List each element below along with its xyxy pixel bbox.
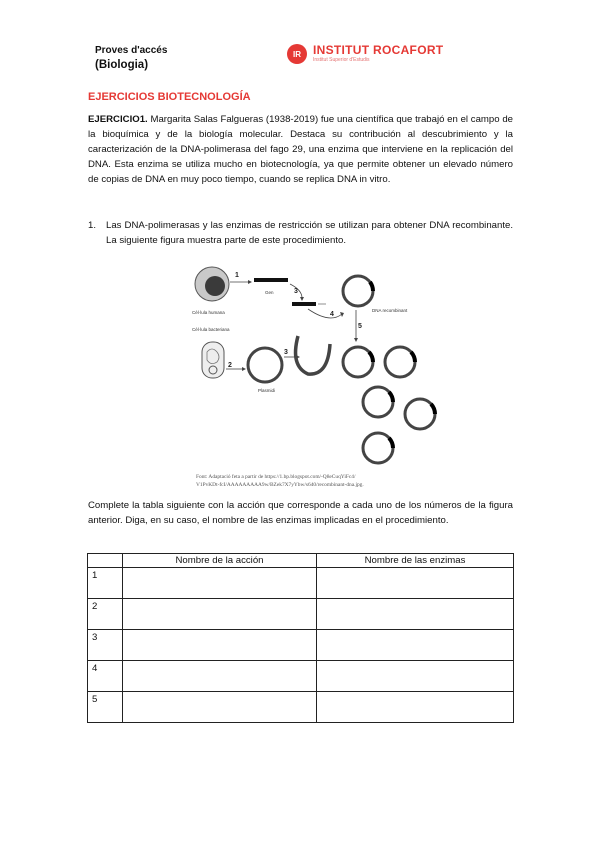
- gene-fragment: [292, 302, 316, 306]
- logo-badge: IR: [287, 44, 307, 64]
- step-4: 4: [330, 311, 334, 318]
- institute-logo: [287, 44, 443, 64]
- open-plasmid: [296, 336, 330, 374]
- table-header-row: [88, 554, 514, 568]
- arrow-2-head: [242, 367, 246, 371]
- table-row: [88, 661, 514, 692]
- row-number: 2: [88, 599, 123, 630]
- table-row: [88, 599, 514, 630]
- recombinant-insert: [370, 282, 373, 291]
- action-cell[interactable]: [123, 599, 317, 630]
- exercise-label: EJERCICIO1.: [88, 114, 148, 125]
- step-3b: 3: [284, 349, 288, 356]
- row-number: 1: [88, 568, 123, 599]
- row-number: 4: [88, 661, 123, 692]
- row-number: 5: [88, 692, 123, 723]
- header-number: [88, 554, 123, 568]
- action-cell[interactable]: [123, 692, 317, 723]
- arrow-3-gene-head: [300, 297, 304, 301]
- intro-paragraph: [88, 112, 513, 187]
- question-1: [88, 218, 513, 248]
- table-row: [88, 568, 514, 599]
- step-5: 5: [358, 323, 362, 330]
- enzymes-cell[interactable]: [317, 692, 514, 723]
- action-cell[interactable]: [123, 661, 317, 692]
- bacterial-cell: [202, 342, 224, 378]
- answer-table: [87, 553, 514, 723]
- header-enzymes: Nombre de las enzimas: [317, 554, 514, 568]
- copy-4: [405, 399, 435, 429]
- copy-3: [363, 387, 393, 417]
- human-cell-nucleus: [205, 276, 225, 296]
- question-text: Las DNA-polimerasas y las enzimas de restricción se utilizan para obtener DNA recombinante. La siguiente figura muestra parte de este procedimiento.: [106, 220, 513, 246]
- table-row: [88, 630, 514, 661]
- gene-segment: [254, 278, 288, 282]
- enzymes-cell[interactable]: [317, 661, 514, 692]
- arrow-4-head: [340, 312, 344, 317]
- step-3a: 3: [294, 288, 298, 295]
- step-2: 2: [228, 362, 232, 369]
- plasmid: [248, 348, 282, 382]
- label-bacterial-cell: Cèl·lula bacteriana: [192, 327, 230, 332]
- enzymes-cell[interactable]: [317, 630, 514, 661]
- table-row: [88, 692, 514, 723]
- enzymes-cell[interactable]: [317, 568, 514, 599]
- question-number: 1.: [88, 220, 97, 231]
- course-header: [95, 43, 167, 73]
- intro-text: Margarita Salas Falgueras (1938-2019) fue una científica que trabajó en el campo de la bioquímica y de la biología molecular. Destaca su contribución al descubrimiento y la caracterización de la DNA-polimerasa del fago 29, una enzima que interviene en la replicación del DNA. Esta enzima se utiliza mucho en biotecnología, ya que permite obtener un elevado número de copias de DNA en muy poco tiempo, cuando se replica DNA in vitro.: [88, 114, 513, 185]
- header-line2: (Biologia): [95, 59, 149, 71]
- row-number: 3: [88, 630, 123, 661]
- label-plasmid: Plasmidi: [258, 388, 276, 393]
- figure-source-2: V1PvKDt-fcI/AAAAAAAAA9w/BZek7X7yYbw/s640/recombinant-dna.jpg.: [196, 482, 364, 488]
- arrow-4: [308, 309, 342, 318]
- figure-source-1: Font: Adaptació feta a partir de https://1.bp.blogspot.com/-Q8eCuqYiFc4/: [196, 474, 356, 480]
- recombinant-dna-figure: [190, 264, 450, 492]
- header-action: Nombre de la acción: [123, 554, 317, 568]
- step-1: 1: [235, 272, 239, 279]
- arrow-1-head: [248, 280, 252, 284]
- action-cell[interactable]: [123, 630, 317, 661]
- label-recombinant: DNA recombinant: [372, 308, 408, 313]
- label-gene: Gen: [265, 290, 274, 295]
- enzymes-cell[interactable]: [317, 599, 514, 630]
- action-cell[interactable]: [123, 568, 317, 599]
- label-human-cell: Cèl·lula humana: [192, 310, 225, 315]
- section-title: EJERCICIOS BIOTECNOLOGÍA: [88, 91, 251, 103]
- logo-name: INSTITUT ROCAFORT: [313, 43, 444, 57]
- copy-5: [363, 433, 393, 463]
- recombinant-plasmid: [343, 276, 373, 306]
- logo-tagline: Institut Superior d'Estudis: [313, 57, 370, 63]
- table-instructions: Complete la tabla siguiente con la acción que corresponde a cada uno de los números de la figura anterior. Diga, en su caso, el nombre de las enzimas implicadas en el procedimiento.: [88, 500, 513, 526]
- header-line1: Proves d'accés: [95, 45, 168, 56]
- copy-2: [385, 347, 415, 377]
- copy-1: [343, 347, 373, 377]
- arrow-5-head: [354, 338, 358, 342]
